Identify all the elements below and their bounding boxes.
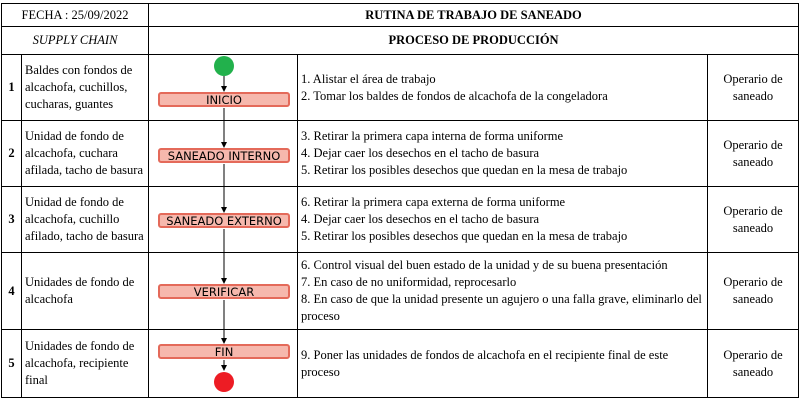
resources-cell: Baldes con fondos de alcachofa, cuchillos, cucharas, guantes bbox=[22, 55, 149, 121]
steps-cell bbox=[298, 187, 708, 253]
flow-cell bbox=[149, 330, 298, 398]
step-number: 2 bbox=[2, 121, 22, 187]
work-routine-table bbox=[1, 3, 799, 398]
step-text: 1. Alistar el área de trabajo bbox=[301, 71, 436, 86]
section-cell: SUPPLY CHAIN bbox=[2, 27, 149, 55]
step-text: 6. Control visual del buen estado de la unidad y de su buena presentación bbox=[301, 258, 668, 273]
role-cell: Operario de saneado bbox=[708, 253, 799, 330]
steps-cell bbox=[298, 330, 708, 398]
process-title: PROCESO DE PRODUCCIÓN bbox=[149, 27, 799, 55]
step-number: 1 bbox=[2, 55, 22, 121]
subheader-row bbox=[2, 27, 799, 55]
flow-cell bbox=[149, 55, 298, 121]
table-row bbox=[2, 253, 799, 330]
step-text: 2. Tomar los baldes de fondos de alcachofa de la congeladora bbox=[301, 88, 608, 103]
step-text: 3. Retirar la primera capa interna de forma uniforme bbox=[301, 129, 564, 144]
role-cell: Operario de saneado bbox=[708, 187, 799, 253]
stage-fin: FIN bbox=[158, 344, 290, 359]
table-row bbox=[2, 330, 799, 398]
table-row bbox=[2, 121, 799, 187]
resources-cell: Unidades de fondo de alcachofa, recipiente final bbox=[22, 330, 149, 398]
header-row bbox=[2, 4, 799, 27]
step-text: 4. Dejar caer los desechos en el tacho de basura bbox=[301, 146, 540, 161]
resources-cell: Unidad de fondo de alcachofa, cuchara afilada, tacho de basura bbox=[22, 121, 149, 187]
table-row bbox=[2, 187, 799, 253]
resources-cell: Unidades de fondo de alcachofa bbox=[22, 253, 149, 330]
step-text: 5. Retirar los posibles desechos que quedan en la mesa de trabajo bbox=[301, 162, 628, 177]
steps-cell bbox=[298, 55, 708, 121]
stage-inicio: INICIO bbox=[158, 92, 290, 107]
steps-cell bbox=[298, 121, 708, 187]
role-cell: Operario de saneado bbox=[708, 121, 799, 187]
step-text: 5. Retirar los posibles desechos que quedan en la mesa de trabajo bbox=[301, 228, 628, 243]
stage-verificar: VERIFICAR bbox=[158, 284, 290, 299]
resources-cell: Unidad de fondo de alcachofa, cuchillo afilado, tacho de basura bbox=[22, 187, 149, 253]
step-text: 9. Poner las unidades de fondos de alcachofa en el recipiente final de este proceso bbox=[301, 347, 669, 379]
step-number: 5 bbox=[2, 330, 22, 398]
routine-title: RUTINA DE TRABAJO DE SANEADO bbox=[149, 4, 799, 27]
table-row bbox=[2, 55, 799, 121]
step-number: 3 bbox=[2, 187, 22, 253]
stage-saneado-externo: SANEADO EXTERNO bbox=[158, 213, 290, 228]
step-text: 8. En caso de que la unidad presente un agujero o una falla grave, eliminarlo del proceso bbox=[301, 292, 702, 323]
step-number: 4 bbox=[2, 253, 22, 330]
steps-cell bbox=[298, 253, 708, 330]
role-cell: Operario de saneado bbox=[708, 330, 799, 398]
stage-saneado-interno: SANEADO INTERNO bbox=[158, 148, 290, 163]
step-text: 6. Retirar la primera capa externa de forma uniforme bbox=[301, 195, 566, 210]
step-text: 4. Dejar caer los desechos en el tacho de basura bbox=[301, 212, 540, 227]
step-text: 7. En caso de no uniformidad, reprocesarlo bbox=[301, 275, 517, 290]
role-cell: Operario de saneado bbox=[708, 55, 799, 121]
date-cell: FECHA : 25/09/2022 bbox=[2, 4, 149, 27]
